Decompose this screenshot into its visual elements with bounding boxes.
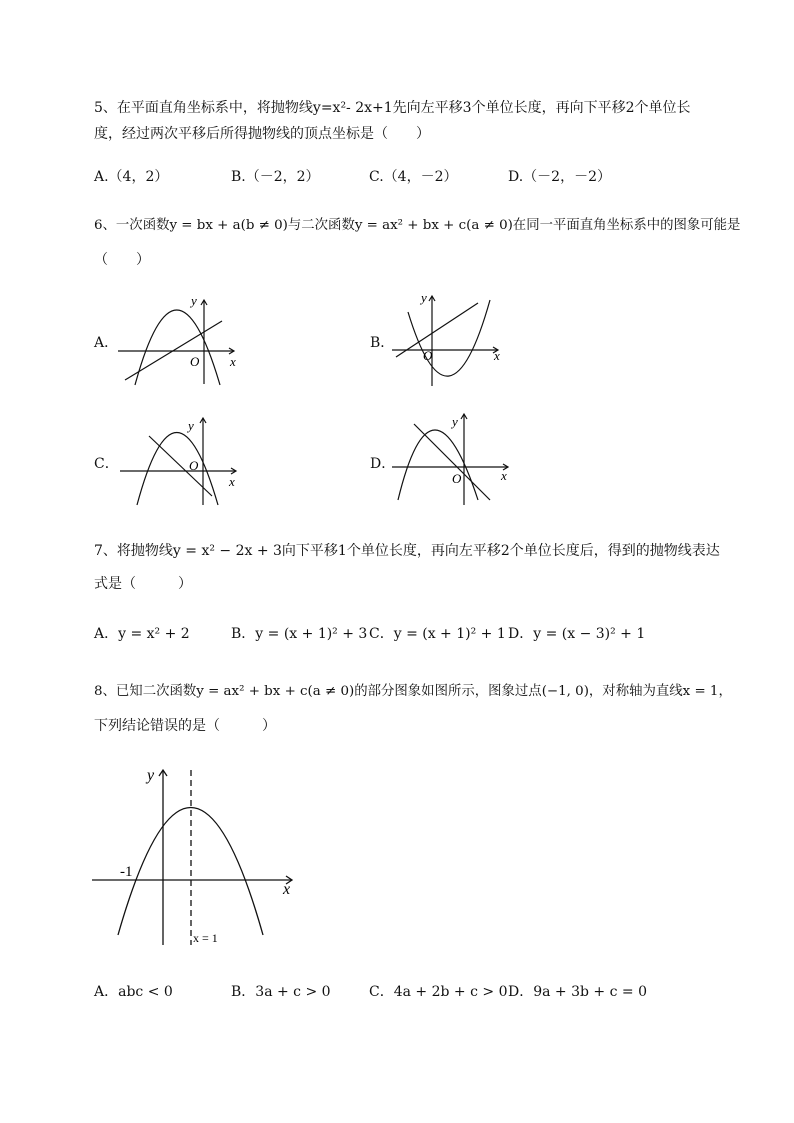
q6-d-x-label: x — [501, 468, 507, 483]
q6-d-y-label: y — [452, 414, 458, 429]
q8-stem-line2: 下列结论错误的是（ ） — [94, 718, 276, 734]
q5-option-d: D.（－2，－2） — [508, 169, 611, 185]
q6-b-x-label: x — [494, 348, 500, 363]
q6-a-x-label: x — [230, 354, 236, 369]
q5-stem-line2: 度，经过两次平移后所得抛物线的顶点坐标是（ ） — [94, 126, 430, 142]
q8-option-c: C．4a + 2b + c > 0 — [369, 984, 508, 1000]
q8-symmetry-label: x = 1 — [193, 931, 218, 945]
q6-stem-line2: （ ） — [94, 252, 150, 268]
q5-option-c: C.（4，－2） — [369, 169, 458, 185]
q7-option-a: A．y = x² + 2 — [94, 626, 190, 642]
q8-x-label: x — [283, 881, 291, 898]
q6-stem-line1: 6、一次函数y = bx + a(b ≠ 0)与二次函数y = ax² + bx + c(a ≠ 0)在同一平面直角坐标系中的图象可能是 — [94, 218, 741, 233]
q6-option-a-label: A． — [94, 335, 119, 351]
q7-option-b: B．y = (x + 1)² + 3 — [231, 626, 368, 642]
q5-stem-line1: 5、在平面直角坐标系中，将抛物线y=x²- 2x+1先向左平移3个单位长度，再向下平移2个单位长 — [94, 100, 691, 116]
q6-option-c-label: C． — [94, 456, 119, 472]
q8-option-b: B．3a + c > 0 — [231, 984, 331, 1000]
q5-option-a: A.（4，2） — [94, 169, 169, 185]
q7-stem-line1: 7、将抛物线y = x² − 2x + 3向下平移1个单位长度，再向左平移2个单位长度后，得到的抛物线表达 — [94, 543, 720, 559]
q7-option-c: C．y = (x + 1)² + 1 — [369, 626, 506, 642]
q6-option-b-label: B． — [370, 335, 395, 351]
q6-c-origin-label: O — [189, 458, 199, 473]
q8-option-a: A．abc < 0 — [94, 984, 173, 1000]
q6-a-origin-label: O — [190, 354, 200, 369]
q8-stem-line1: 8、已知二次函数y = ax² + bx + c(a ≠ 0)的部分图象如图所示，图象过点(−1, 0)，对称轴为直线x = 1， — [94, 684, 732, 699]
q8-y-label: y — [147, 767, 155, 784]
q6-a-y-label: y — [191, 293, 197, 308]
q6-option-d-label: D． — [370, 456, 396, 472]
q5-option-b: B.（－2，2） — [231, 169, 320, 185]
q6-c-y-label: y — [188, 418, 194, 433]
q6-c-x-label: x — [229, 474, 235, 489]
q7-option-d: D．y = (x − 3)² + 1 — [508, 626, 646, 642]
q8-option-d: D．9a + 3b + c = 0 — [508, 984, 647, 1000]
q6-d-origin-label: O — [452, 471, 462, 486]
q6-b-origin-label: O — [423, 348, 433, 363]
q8-point-label: -1 — [120, 864, 133, 880]
q7-stem-line2: 式是（ ） — [94, 576, 192, 592]
q6-b-y-label: y — [421, 290, 427, 305]
